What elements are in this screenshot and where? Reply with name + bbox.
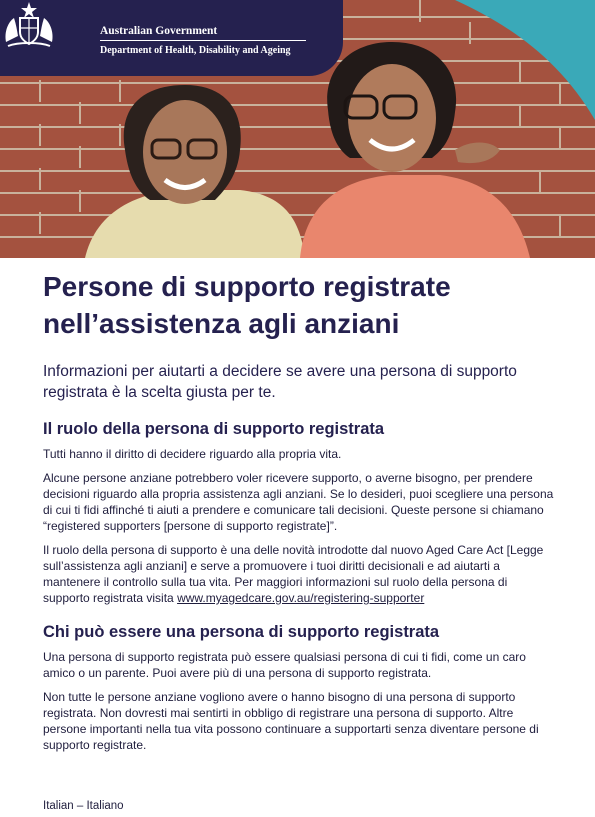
hero-photo	[0, 0, 595, 258]
language-footer: Italian – Italiano	[43, 800, 124, 812]
paragraph: Una persona di supporto registrata può essere qualsiasi persona di cui ti fidi, come un caro amico o un parente. Puoi avere più di una persona di supporto registrata.	[43, 650, 526, 680]
paragraph: Tutti hanno il diritto di decidere riguardo alla propria vita.	[43, 447, 342, 461]
document-body	[43, 268, 555, 761]
intro-text: Informazioni per aiutarti a decidere se avere una persona di supporto registrata è la scelta giusta per te.	[43, 363, 517, 401]
banner-divider	[100, 40, 306, 41]
section-heading-who: Chi può essere una persona di supporto registrata	[43, 623, 440, 641]
page-title: Persone di supporto registrate nell’assistenza agli anziani	[43, 271, 451, 339]
paragraph: Non tutte le persone anziane vogliono avere o hanno bisogno di una persona di supporto registrata. Non dovresti mai sentirti in obbligo di registrare una persona di supporto. Altre persone importanti nella tua vita possono continuare a supportarti senza diventare persone di supporto registrate.	[43, 690, 539, 752]
myagedcare-link[interactable]: www.myagedcare.gov.au/registering-supporter	[177, 591, 425, 605]
paragraph: Alcune persone anziane potrebbero voler ricevere supporto, o averne bisogno, per prendere decisioni riguardo alla propria assistenza agli anziani. Se lo desideri, puoi scegliere una persona di cui ti fidi affinché ti aiuti a prendere e comunicare tali decisioni. Queste persone si chiamano “registered supporters [persone di supporto registrate]”.	[43, 471, 554, 533]
commonwealth-coat-of-arms-icon	[0, 0, 58, 48]
department-name: Department of Health, Disability and Ageing	[100, 45, 291, 56]
paragraph-text: Il ruolo della persona di supporto è una delle novità introdotte dal nuovo Aged Care Act [Legge sull’assistenza agli anziani] e serve a promuovere i tuoi diritti decisionali e ad aiutarti a mantenere il controllo sulla tua vita. Per maggiori informazioni sul ruolo della persona di supporto registrata visita	[43, 543, 544, 605]
section-heading-role: Il ruolo della persona di supporto registrata	[43, 420, 385, 438]
paragraph-with-link	[43, 542, 555, 606]
government-name: Australian Government	[100, 25, 218, 37]
government-banner	[0, 0, 343, 76]
